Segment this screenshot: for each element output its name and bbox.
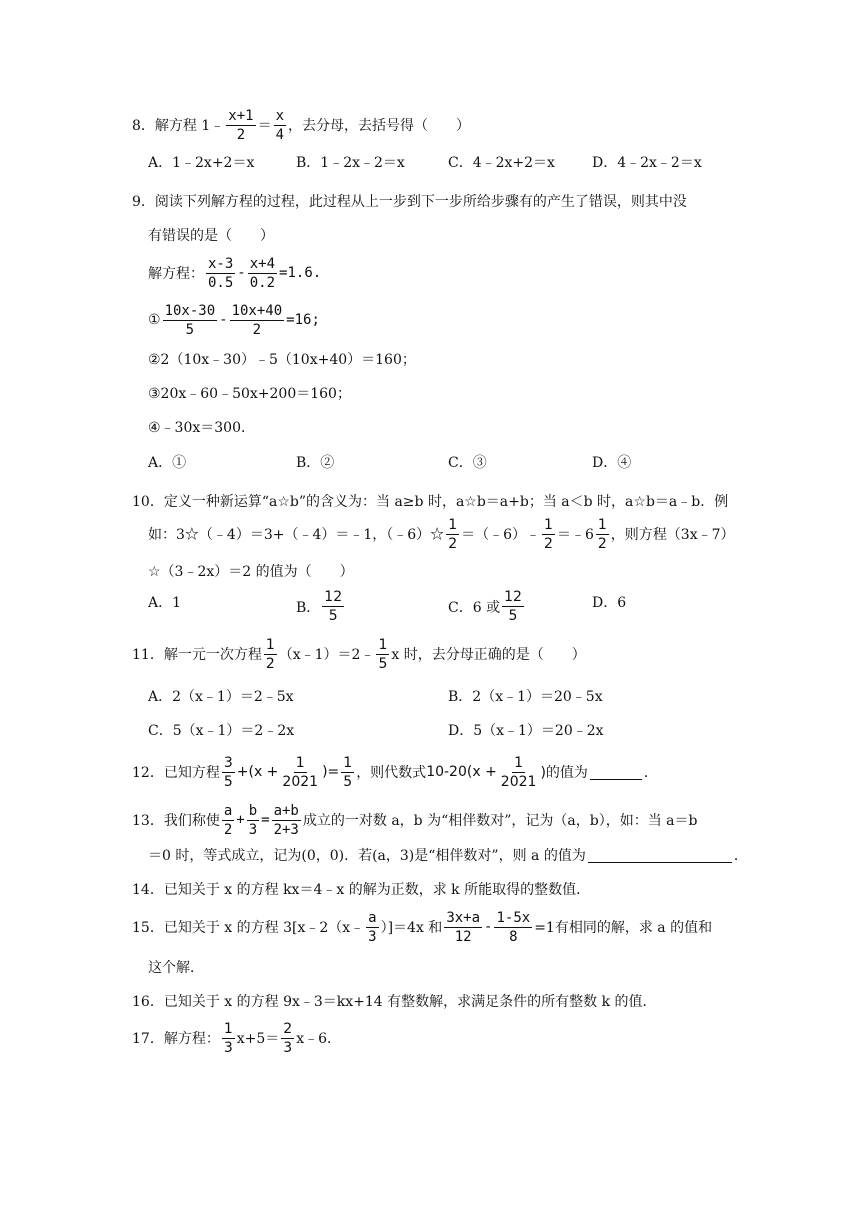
question-text: 定义一种新运算“a☆b”的含义为：当 a≥b 时，a☆b＝a+b；当 a＜b 时，a☆b＝a﹣b．例	[163, 494, 729, 510]
question-8	[132, 107, 860, 143]
answer-blank[interactable]	[588, 848, 732, 863]
equation-rest: =1.6.	[279, 265, 322, 281]
question-text: x+5＝	[236, 1031, 280, 1047]
question-text: 解方程 1﹣	[154, 118, 225, 134]
question-text: 已知关于 x 的方程 9x﹣3＝kx+14 有整数解，求满足条件的所有整数 k 的值．	[163, 994, 657, 1010]
period: ．	[733, 848, 748, 864]
option-b[interactable]: B．②	[296, 455, 335, 471]
equation-original	[148, 255, 860, 291]
step-3: ③20x﹣60﹣50x+200＝160；	[148, 386, 351, 402]
math-text: )=	[322, 764, 340, 780]
question-text: ，则方程（3x﹣7）	[610, 527, 735, 543]
question-16	[132, 986, 860, 1016]
question-number: 9．	[132, 194, 155, 210]
plus-sign: +	[236, 812, 245, 828]
option-c[interactable]: C．5（x﹣1）＝2﹣2x	[148, 723, 295, 739]
question-text: x﹣6．	[296, 1031, 342, 1047]
question-text: =1有相同的解，求 a 的值和	[534, 920, 713, 936]
question-text: 已知方程	[163, 765, 220, 781]
option-b[interactable]	[296, 590, 346, 623]
fraction: $\frac{a+b}{2+3}$	[273, 802, 299, 838]
fraction: $\frac{10x-30}{5}$	[164, 302, 216, 338]
fraction: $\frac{10x+40}{2}$	[231, 302, 283, 338]
question-9-cont: 有错误的是（ ）	[148, 228, 274, 244]
option-label: C．6 或	[448, 599, 501, 616]
option-c[interactable]: C．③	[448, 455, 487, 471]
math-text: )的值为	[540, 765, 588, 781]
fraction: $\frac{x}{4}$	[275, 107, 285, 143]
step-1	[148, 302, 860, 338]
fraction: $\frac{3}{5}$	[223, 754, 233, 790]
fraction: $\frac{x+1}{2}$	[228, 107, 254, 143]
option-b[interactable]: B．1﹣2x﹣2＝x	[296, 155, 405, 171]
fraction: $\frac{1}{5}$	[378, 636, 388, 672]
minus-sign: -	[219, 312, 228, 328]
option-d[interactable]: D．④	[592, 455, 632, 471]
math-text: +(x +	[236, 764, 279, 780]
step-2: ②2（10x﹣30）﹣5（10x+40）＝160；	[148, 352, 416, 368]
fraction: $\frac{x+4}{0.2}$	[249, 255, 276, 291]
question-number: 10．	[132, 494, 164, 510]
fraction: $\frac{12}{5}$	[324, 589, 343, 624]
question-13	[132, 802, 860, 838]
question-number: 8．	[132, 118, 155, 134]
period: ．	[643, 765, 658, 781]
question-text: ＝0 时，等式成立，记为(0，0)．若(a，3)是“相伴数对”，则 a 的值为	[148, 848, 586, 864]
question-number: 15．	[132, 920, 164, 936]
question-text: 阅读下列解方程的过程，此过程从上一步到下一步所给步骤有的产生了错误，则其中没	[154, 194, 687, 210]
fraction: $\frac{x-3}{0.5}$	[208, 255, 234, 291]
question-14	[132, 874, 860, 904]
fraction: $\frac{1-5x}{8}$	[496, 909, 531, 945]
question-9	[132, 186, 860, 216]
answer-blank[interactable]	[590, 765, 642, 780]
fraction: $\frac{1}{2021}$	[282, 754, 319, 790]
fraction: $\frac{1}{2}$	[265, 636, 275, 672]
fraction: $\frac{2}{3}$	[283, 1020, 293, 1056]
option-d[interactable]: D．4﹣2x﹣2＝x	[592, 155, 702, 171]
question-10-cont	[148, 516, 860, 552]
equals-sign: =	[261, 812, 270, 828]
question-10	[132, 486, 860, 516]
question-text: ，则代数式	[356, 765, 427, 781]
minus-sign: -	[484, 919, 493, 935]
question-text: （x﹣1）＝2﹣	[278, 647, 375, 663]
math-text: 10-20(x +	[426, 764, 497, 780]
question-text: 解一元一次方程	[163, 647, 262, 663]
option-a[interactable]: A．1	[148, 595, 182, 611]
option-d[interactable]: D．5（x﹣1）＝20﹣2x	[448, 723, 604, 739]
option-a[interactable]: A．2（x﹣1）＝2﹣5x	[148, 689, 294, 705]
equals-sign: ＝	[257, 118, 272, 134]
question-12	[132, 752, 860, 792]
question-text: ）]＝4x 和	[380, 920, 443, 936]
question-10-cont2: ☆（3﹣2x）＝2 的值为（ ）	[148, 564, 354, 580]
question-text: 已知关于 x 的方程 3[x﹣2（x﹣	[163, 920, 365, 936]
fraction: $\frac{1}{3}$	[223, 1020, 233, 1056]
fraction: $\frac{1}{2}$	[597, 516, 607, 552]
question-text: ，去分母，去括号得（ ）	[288, 118, 471, 134]
solve-label: 解方程：	[148, 266, 204, 282]
question-text: 我们称使	[163, 813, 220, 829]
option-c[interactable]	[448, 590, 526, 623]
fraction: $\frac{1}{2}$	[544, 516, 553, 552]
option-d[interactable]: D．6	[592, 595, 627, 611]
question-15-cont: 这个解．	[148, 960, 204, 976]
equation-rest: =16;	[286, 312, 320, 328]
option-c[interactable]: C．4﹣2x+2＝x	[448, 155, 555, 171]
question-number: 12．	[132, 765, 164, 781]
question-text: 已知关于 x 的方程 kx＝4﹣x 的解为正数，求 k 所能取得的整数值．	[163, 882, 591, 898]
question-number: 14．	[132, 882, 164, 898]
question-number: 16．	[132, 994, 164, 1010]
fraction: $\frac{a}{3}$	[368, 909, 377, 945]
fraction: $\frac{1}{2}$	[448, 516, 458, 552]
option-b[interactable]: B．2（x﹣1）＝20﹣5x	[448, 689, 603, 705]
question-number: 11．	[132, 647, 164, 663]
question-text: ＝（﹣6）﹣	[461, 527, 541, 543]
question-11	[132, 636, 860, 672]
option-label: B．	[296, 599, 321, 616]
fraction: $\frac{12}{5}$	[504, 589, 522, 624]
fraction: $\frac{a}{2}$	[223, 802, 233, 838]
question-17	[132, 1020, 860, 1056]
fraction: $\frac{3x+a}{12}$	[446, 909, 481, 945]
option-a[interactable]: A．①	[148, 455, 187, 471]
question-text: 如：3☆（﹣4）＝3+（﹣4）＝﹣1，（﹣6）☆	[148, 527, 445, 543]
question-text: x 时，去分母正确的是（ ）	[391, 647, 586, 663]
step-4: ④﹣30x＝300．	[148, 420, 255, 436]
fraction: $\frac{1}{2021}$	[500, 754, 537, 790]
minus-sign: -	[237, 265, 246, 281]
question-text: 成立的一对数 a，b 为“相伴数对”，记为（a，b），如：当 a＝b	[302, 813, 698, 829]
question-text: 解方程：	[163, 1031, 220, 1047]
option-a[interactable]: A．1﹣2x+2＝x	[148, 155, 255, 171]
question-number: 17．	[132, 1031, 164, 1047]
fraction: $\frac{b}{3}$	[248, 802, 258, 838]
question-15	[132, 908, 860, 946]
question-13-cont	[148, 840, 860, 870]
question-number: 13．	[132, 813, 164, 829]
question-text: ＝﹣6	[556, 527, 594, 543]
fraction: $\frac{1}{5}$	[343, 754, 353, 790]
step-marker: ①	[148, 312, 161, 328]
